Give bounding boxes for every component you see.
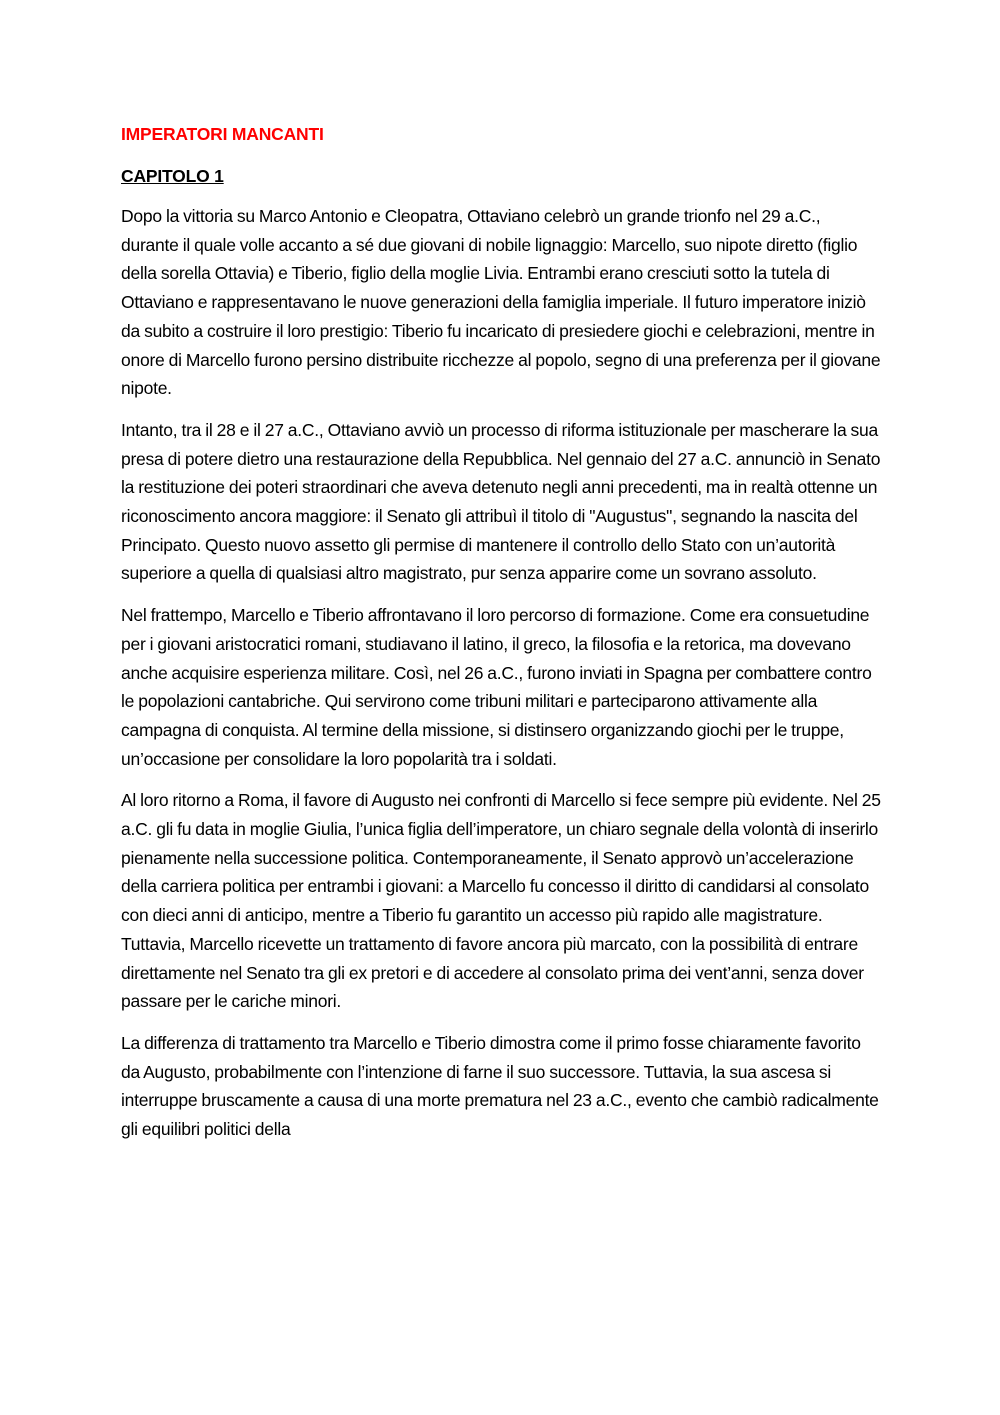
paragraph-2: Intanto, tra il 28 e il 27 a.C., Ottaviano avviò un processo di riforma istituzionale per mascherare la sua presa di potere dietro una restaurazione della Repubblica. Nel gennaio del 27 a.C. annunciò in Senato la restituzione dei poteri straordinari che aveva detenuto negli anni precedenti, ma in realtà ottenne un riconoscimento ancora maggiore: il Senato gli attribuì il titolo di "Augustus", segnando la nascita del Principato. Questo nuovo assetto gli permise di mantenere il controllo dello Stato con un’autorità superiore a quella di qualsiasi altro magistrato, pur senza apparire come un sovrano assoluto.: [121, 419, 881, 584]
paragraph-4: Al loro ritorno a Roma, il favore di Augusto nei confronti di Marcello si fece sempre più evidente. Nel 25 a.C. gli fu data in moglie Giulia, l’unica figlia dell’imperatore, un chiaro segnale della volontà di inserirlo pienamente nella successione politica. Contemporaneamente, il Senato approvò un’accelerazione della carriera politica per entrambi i giovani: a Marcello fu concesso il diritto di candidarsi al consolato con dieci anni di anticipo, mentre a Tiberio fu garantito un accesso più rapido alle magistrature. Tuttavia, Marcello ricevette un trattamento di favore ancora più marcato, con la possibilità di entrare direttamente nel Senato tra gli ex pretori e di accedere al consolato prima dei vent’anni, senza dover passare per le cariche minori.: [121, 790, 881, 1012]
document-title: IMPERATORI MANCANTI: [121, 124, 324, 144]
paragraph-5: La differenza di trattamento tra Marcello e Tiberio dimostra come il primo fosse chiaramente favorito da Augusto, probabilmente con l’intenzione di farne il suo successore. Tuttavia, la sua ascesa si interruppe bruscamente a causa di una morte prematura nel 23 a.C., evento che cambiò radicalmente gli equilibri politici della: [121, 1032, 879, 1140]
paragraph-1: Dopo la vittoria su Marco Antonio e Cleopatra, Ottaviano celebrò un grande trionfo nel 29 a.C., durante il quale volle accanto a sé due giovani di nobile lignaggio: Marcello, suo nipote diretto (figlio della sorella Ottavia) e Tiberio, figlio della moglie Livia. Entrambi erano cresciuti sotto la tutela di Ottaviano e rappresentavano le nuove generazioni della famiglia imperiale. Il futuro imperatore iniziò da subito a costruire il loro prestigio: Tiberio fu incaricato di presiedere giochi e celebrazioni, mentre in onore di Marcello furono persino distribuite ricchezze al popolo, segno di una preferenza per il giovane nipote.: [121, 206, 881, 399]
paragraph-3: Nel frattempo, Marcello e Tiberio affrontavano il loro percorso di formazione. Come era consuetudine per i giovani aristocratici romani, studiavano il latino, il greco, la filosofia e la retorica, ma dovevano anche acquisire esperienza militare. Così, nel 26 a.C., furono inviati in Spagna per combattere contro le popolazioni cantabriche. Qui servirono come tribuni militari e parteciparono attivamente alla campagna di conquista. Al termine della missione, si distinsero organizzando giochi per le truppe, un’occasione per consolidare la loro popolarità tra i soldati.: [121, 605, 872, 769]
chapter-heading: CAPITOLO 1: [121, 166, 224, 186]
document-page: [121, 120, 881, 1144]
